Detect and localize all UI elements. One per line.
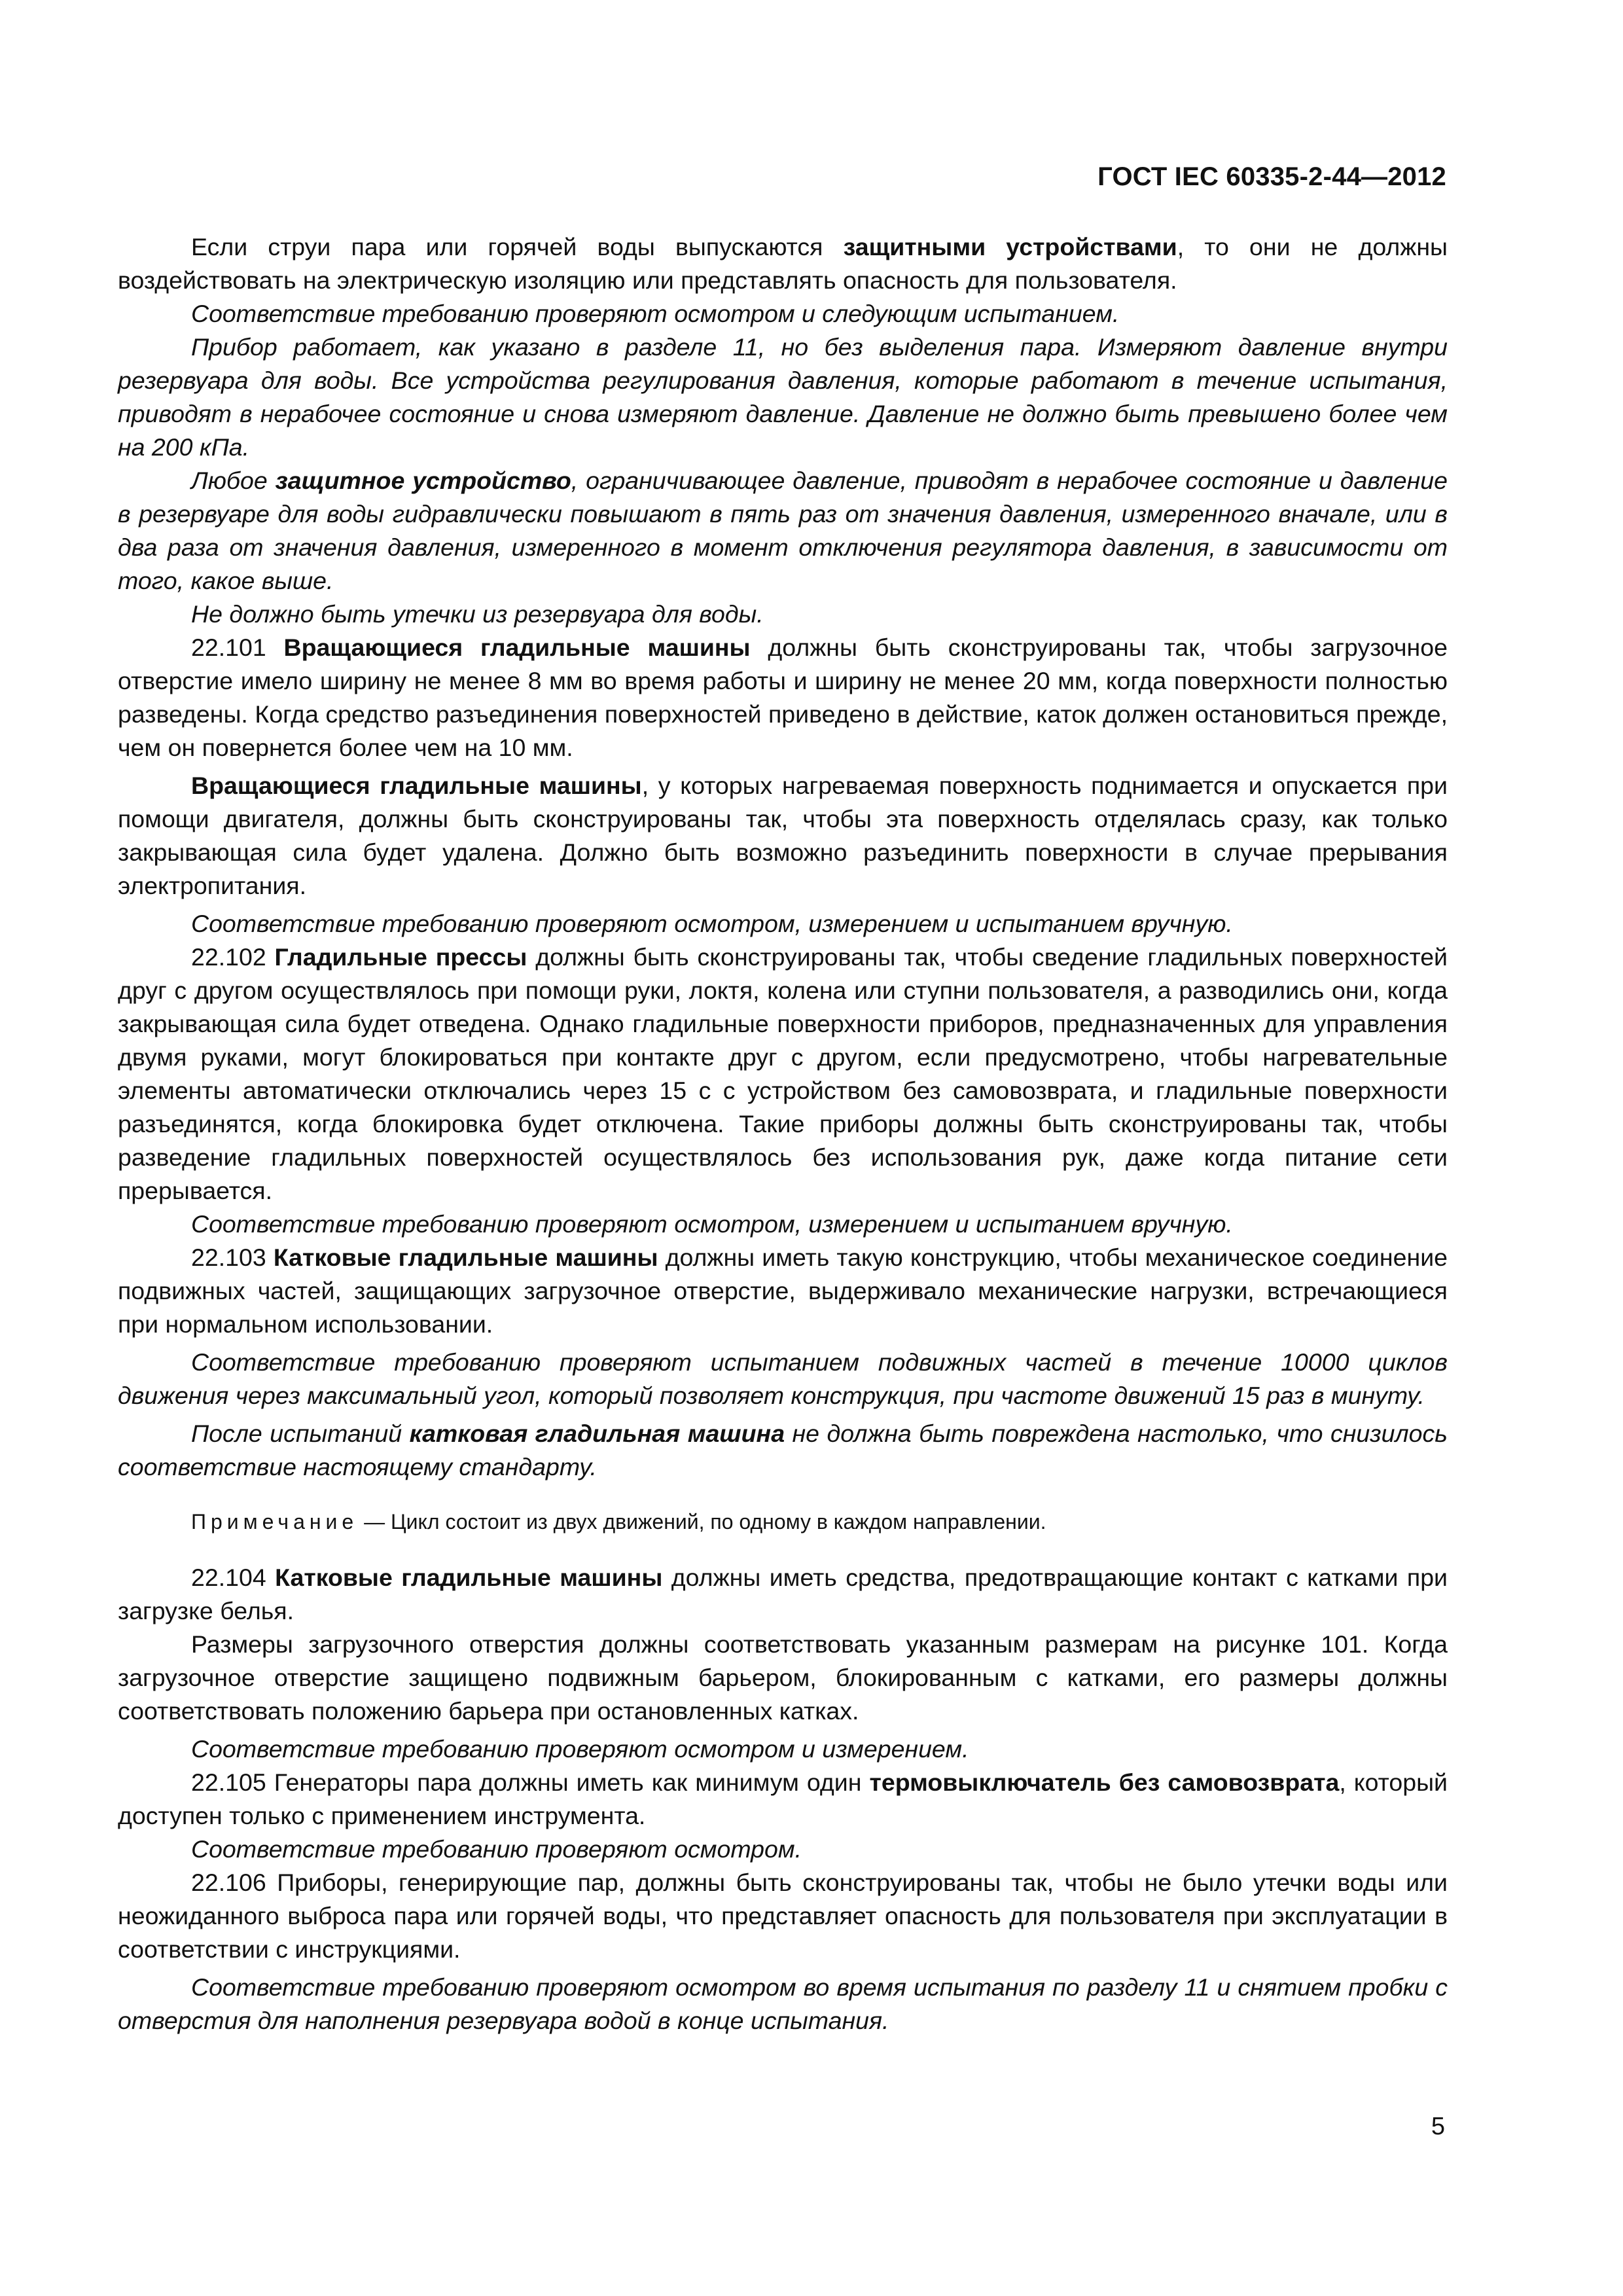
note-label: Примечание: [191, 1510, 359, 1534]
paragraph-steam-jets: Если струи пара или горячей воды выпускаются защитными устройствами, то они не должны воздействовать на электрическую изоляцию или представлять опасность для пользователя.: [118, 233, 1448, 294]
term-protective-devices: защитными устройствами: [843, 233, 1177, 260]
test-procedure-cycles: Соответствие требованию проверяют испытанием подвижных частей в течение 10000 циклов движения через максимальный угол, который позволяет конструкция, при частоте движений 15 раз в минуту.: [118, 1348, 1448, 1409]
term-non-self-resetting-thermal-cutout: термовыключатель без самовозврата: [869, 1768, 1340, 1796]
clause-22-104: 22.104 Катковые гладильные машины должны иметь средства, предотвращающие контакт с катками при загрузке белья.: [118, 1564, 1448, 1624]
term-ironing-presses: Гладильные прессы: [274, 943, 527, 971]
clause-22-104-dimensions: Размеры загрузочного отверстия должны соответствовать указанным размерам на рисунке 101. Когда загрузочное отверстие защищено подвижным барьером, блокированным с катками, его размеры должны соответствовать положению барьера при остановленных катках.: [118, 1630, 1448, 1725]
document-body: [118, 230, 1448, 2037]
standard-code-header: ГОСТ IEC 60335-2-44—2012: [1097, 162, 1446, 191]
compliance-check: Соответствие требованию проверяют осмотром во время испытания по разделу 11 и снятием пробки с отверстия для наполнения резервуара водой в конце испытания.: [118, 1973, 1448, 2034]
compliance-check: Соответствие требованию проверяют осмотром, измерением и испытанием вручную.: [191, 910, 1233, 937]
compliance-check: Соответствие требованию проверяют осмотром и следующим испытанием.: [191, 300, 1120, 327]
no-leakage-statement: Не должно быть утечки из резервуара для воды.: [191, 600, 764, 628]
clause-22-103: 22.103 Катковые гладильные машины должны иметь такую конструкцию, чтобы механическое соединение подвижных частей, защищающих загрузочное отверстие, выдерживало механические нагрузки, встречающиеся при нормальном использовании.: [118, 1244, 1448, 1338]
compliance-check: Соответствие требованию проверяют осмотром и измерением.: [191, 1735, 969, 1763]
term-roller-ironers: Катковые гладильные машины: [275, 1564, 663, 1591]
test-procedure-pressure: Прибор работает, как указано в разделе 11, но без выделения пара. Измеряют давление внутри резервуара для воды. Все устройства регулирования давления, которые работают в течение испытания, приводят в нерабочее состояние и снова измеряют давление. Давление не должно быть превышено более чем на 200 кПа.: [118, 333, 1448, 461]
term-roller-ironers: Катковые гладильные машины: [273, 1244, 658, 1271]
clause-22-106: 22.106 Приборы, генерирующие пар, должны быть сконструированы так, чтобы не было утечки воды или неожиданного выброса пара или горячей воды, что представляет опасность для пользователя при эксплуатации в соответствии с инструкциями.: [118, 1869, 1448, 1963]
term-rotary-ironers: Вращающиеся гладильные машины: [283, 634, 751, 661]
term-rotary-ironers: Вращающиеся гладильные машины: [191, 772, 642, 799]
clause-22-102: 22.102 Гладильные прессы должны быть сконструированы так, чтобы сведение гладильных поверхностей друг с другом осуществлялось при помощи руки, локтя, колена или ступни пользователя, а разводились они, когда закрывающая сила будет отведена. Однако гладильные поверхности приборов, предназначенных для управления двумя руками, могут блокироваться при контакте друг с другом, если предусмотрено, чтобы нагревательные элементы автоматически отключались через 15 с с устройством без самовозврата, и гладильные поверхности разъединятся, когда блокировка будет отключена. Такие приборы должны быть сконструированы так, чтобы разведение гладильных поверхностей осуществлялось без использования рук, даже когда питание сети прерывается.: [118, 943, 1448, 1204]
term-roller-ironer: катковая гладильная машина: [409, 1420, 785, 1447]
clause-22-105: 22.105 Генераторы пара должны иметь как минимум один термовыключатель без самовозврата, который доступен только с применением инструмента.: [118, 1768, 1448, 1829]
test-procedure-hydraulic: Любое защитное устройство, ограничивающее давление, приводят в нерабочее состояние и давление в резервуаре для воды гидравлически повышают в пять раз от значения давления, измеренного вначале, или в два раза от значения давления, измеренного в момент отключения регулятора давления, в зависимости от того, какое выше.: [118, 467, 1448, 594]
clause-22-101: 22.101 Вращающиеся гладильные машины должны быть сконструированы так, чтобы загрузочное отверстие имело ширину не менее 8 мм во время работы и ширину не менее 20 мм, когда поверхности полностью разведены. Когда средство разъединения поверхностей приведено в действие, каток должен остановиться прежде, чем он повернется более чем на 10 мм.: [118, 634, 1448, 761]
page-number: 5: [1431, 2113, 1445, 2140]
term-protective-device: защитное устройство: [275, 467, 571, 494]
compliance-check: Соответствие требованию проверяют осмотром.: [191, 1835, 802, 1863]
compliance-check: Соответствие требованию проверяют осмотром, измерением и испытанием вручную.: [191, 1210, 1233, 1238]
note: Примечание — Цикл состоит из двух движений, по одному в каждом направлении.: [191, 1510, 1046, 1534]
post-test-requirement: После испытаний катковая гладильная машина не должна быть повреждена настолько, что снизилось соответствие настоящему стандарту.: [118, 1420, 1448, 1480]
clause-22-101-motorised: Вращающиеся гладильные машины, у которых нагреваемая поверхность поднимается и опускается при помощи двигателя, должны быть сконструированы так, чтобы эта поверхность отделялась сразу, как только закрывающая сила будет удалена. Должно быть возможно разъединить поверхности в случае прерывания электропитания.: [118, 772, 1448, 899]
